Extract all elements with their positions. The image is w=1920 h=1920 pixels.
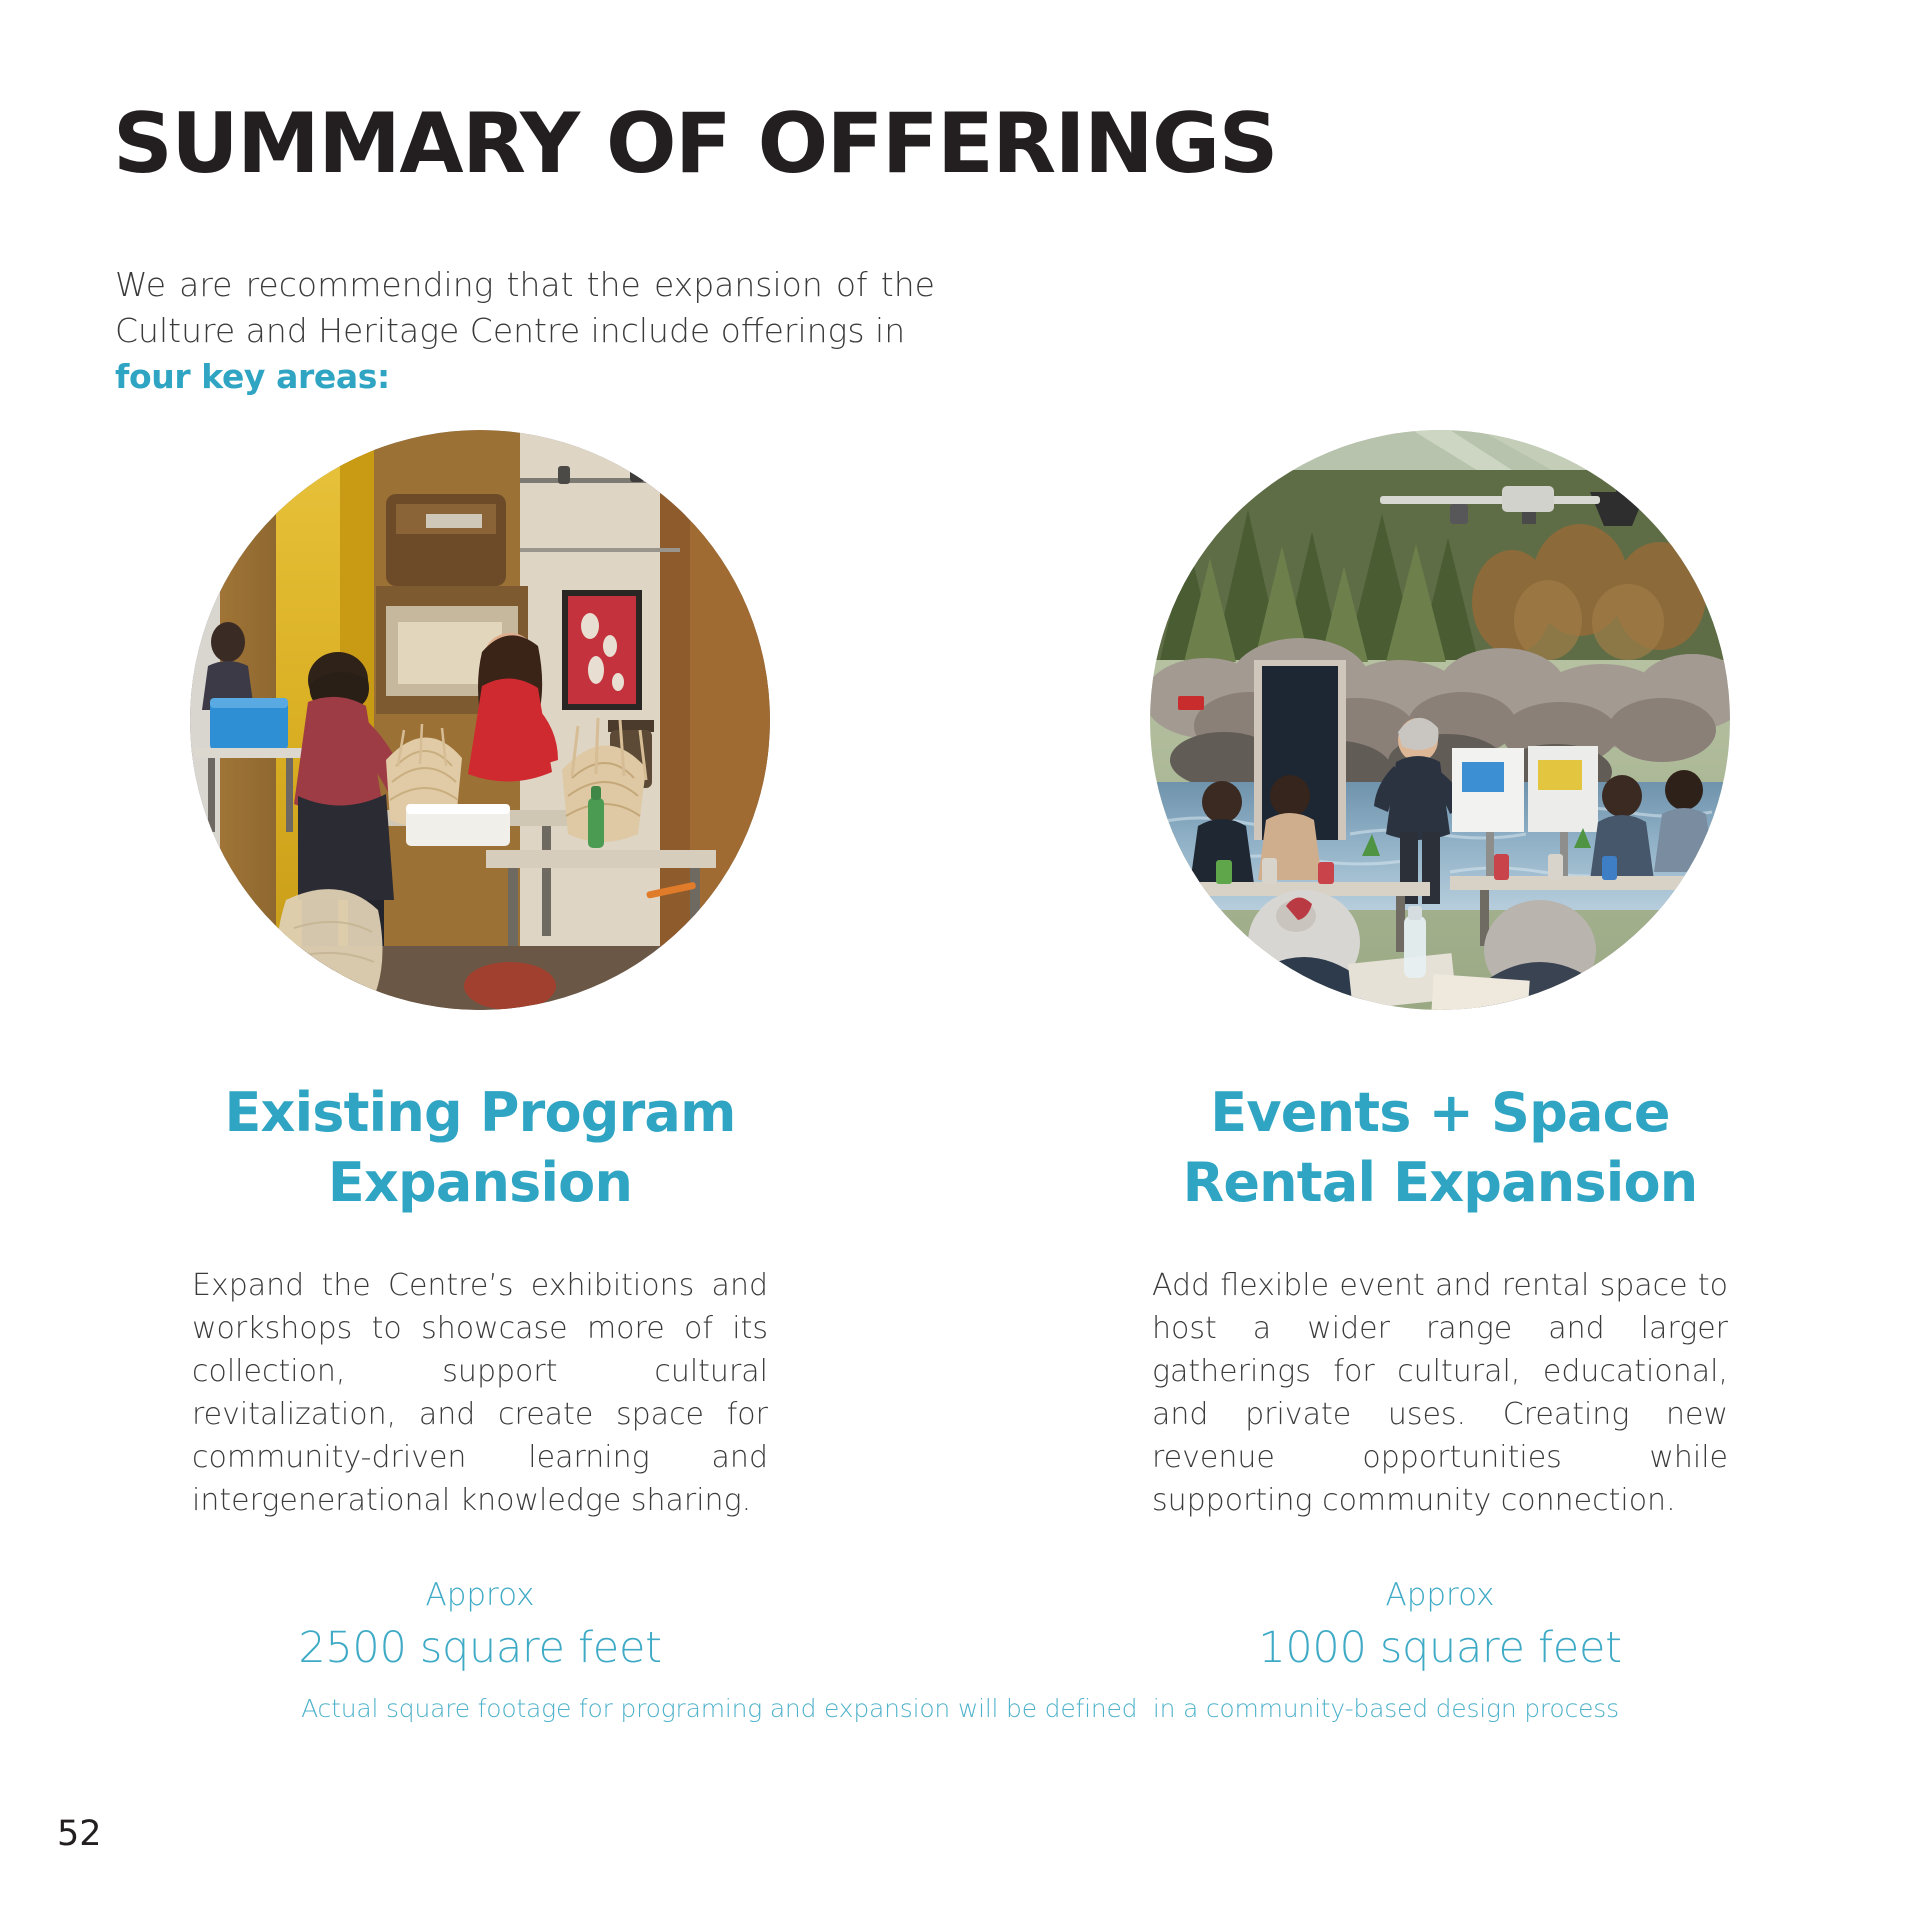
page-title: SUMMARY OF OFFERINGS — [113, 95, 1277, 192]
card-heading-line-1: Events + Space — [1210, 1081, 1670, 1144]
card-heading-line-1: Existing Program — [224, 1081, 736, 1144]
basket-weaving-workshop-photo — [190, 430, 770, 1010]
community-event-presentation-photo — [1150, 430, 1730, 1010]
card-body-events-rental: Add flexible event and rental space to host a wider range and larger gatherings for cultural, educational, and private uses. Creating new revenue opportunities while supporting community connection. — [1152, 1268, 1728, 1518]
approx-label-existing-program: Approx — [425, 1577, 535, 1613]
intro-word: that — [506, 265, 574, 304]
card-heading-line-2: Rental Expansion — [1182, 1151, 1698, 1214]
intro-word: expansion — [653, 265, 823, 304]
area-value-events-rental: 1000 square feet — [1258, 1623, 1622, 1673]
card-body-existing-program: Expand the Centre’s exhibitions and workshops to showcase more of its collection, support cultural revitalization, and create space for community-driven learning and intergenerational knowledge sharing. — [192, 1268, 768, 1518]
intro-word: recommending — [245, 265, 494, 304]
card-heading-existing-program — [224, 1078, 735, 1218]
intro-line-2: Culture and Heritage Centre include offerings in — [115, 311, 906, 350]
offering-card-events-rental — [960, 430, 1920, 1676]
intro-block — [115, 262, 943, 400]
offering-card-existing-program — [0, 430, 960, 1676]
page-number: 52 — [57, 1814, 102, 1854]
approx-label-events-rental: Approx — [1385, 1577, 1495, 1613]
intro-word: are — [179, 265, 233, 304]
card-heading-line-2: Expansion — [327, 1151, 633, 1214]
intro-word: the — [586, 265, 641, 304]
offerings-columns — [0, 430, 1920, 1676]
intro-line-1 — [115, 262, 935, 308]
intro-word: We — [115, 265, 166, 304]
photo-illustration — [1150, 430, 1730, 1010]
footnote-disclaimer: Actual square footage for programing and expansion will be defined in a community-based design process — [301, 1694, 1619, 1723]
intro-word: the — [880, 265, 935, 304]
card-heading-events-rental — [1183, 1078, 1698, 1218]
photo-illustration — [190, 430, 770, 1010]
area-value-existing-program: 2500 square feet — [298, 1623, 662, 1673]
intro-key-areas-label: four key areas: — [115, 357, 390, 396]
intro-word: of — [835, 265, 868, 304]
